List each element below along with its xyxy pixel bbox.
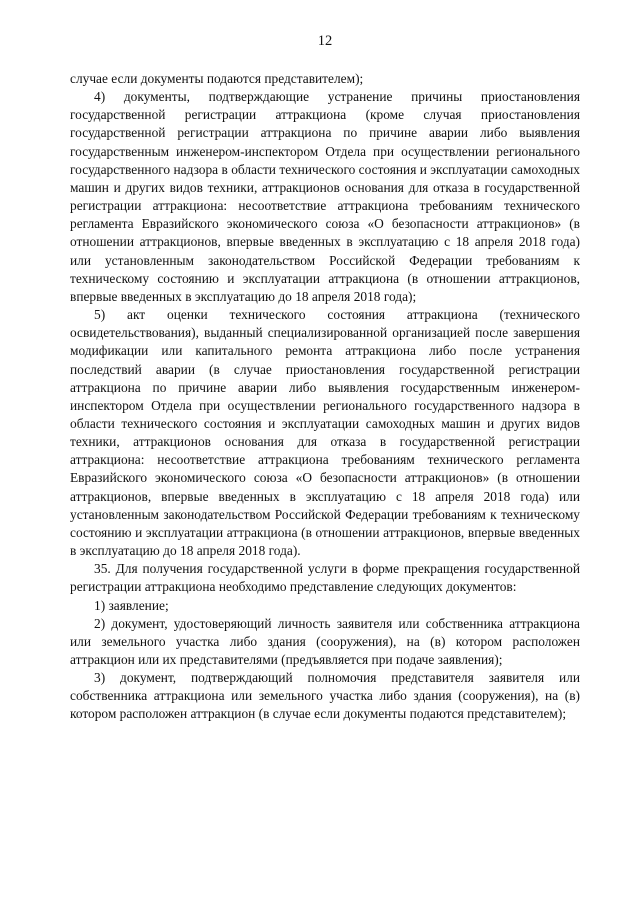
paragraph: случае если документы подаются представителем); [70,71,364,86]
paragraph: 1) заявление; [94,597,169,613]
page-number: 12 [317,33,333,49]
paragraph: 4) документы, подтверждающие устранение причины приостановления государственной регистрации аттракциона (кроме случая приостановления государственной регистрации аттракциона по причине аварии либо выявления государственным инженером-инспектором Отдела при осуществлении регионального государственного надзора в области технического состояния и эксплуатации самоходных машин и других видов техники, аттракционов основания для отказа в государственной регистрации аттракциона: несоответствие аттракциона требованиям технического регламента Евразийского экономического союза «О безопасности аттракционов» (в отношении аттракционов, впервые введенных в эксплуатацию с 18 апреля 2018 года) или установленным законодательством Российской Федерации требованиям к техническому состоянию и эксплуатации аттракциона (в отношении аттракционов, впервые введенных в эксплуатацию до 18 апреля 2018 года); [70,89,580,304]
paragraph: 35. Для получения государственной услуги в форме прекращения государственной регистрации аттракциона необходимо представление следующих документов: [70,561,580,595]
paragraph: 3) документ, подтверждающий полномочия представителя заявителя или собственника аттракциона или земельного участка либо здания (сооружения), на (в) котором расположен аттракцион (в случае если документы подаются представителем); [70,670,580,722]
paragraph: 2) документ, удостоверяющий личность заявителя или собственника аттракциона или земельного участка либо здания (сооружения), на (в) котором расположен аттракцион или их представителями (предъявляется при подаче заявления); [70,615,580,667]
document-page [70,32,580,724]
document-body [70,70,580,724]
paragraph: 5) акт оценки технического состояния аттракциона (технического освидетельствования), выданный специализированной организацией после завершения модификации или капитального ремонта аттракциона либо после устранения последствий аварии (в случае приостановления государственной регистрации аттракциона по причине аварии либо выявления государственным инженером-инспектором Отдела при осуществлении регионального государственного надзора в области технического состояния и эксплуатации самоходных машин и других видов техники, аттракционов основания для отказа в государственной регистрации аттракциона: несоответствие аттракциона требованиям технического регламента Евразийского экономического союза «О безопасности аттракционов» (в отношении аттракционов, впервые введенных в эксплуатацию с 18 апреля 2018 года) или установленным законодательством Российской Федерации требованиям к техническому состоянию и эксплуатации аттракциона (в отношении аттракционов, впервые введенных в эксплуатацию до 18 апреля 2018 года). [70,307,580,559]
